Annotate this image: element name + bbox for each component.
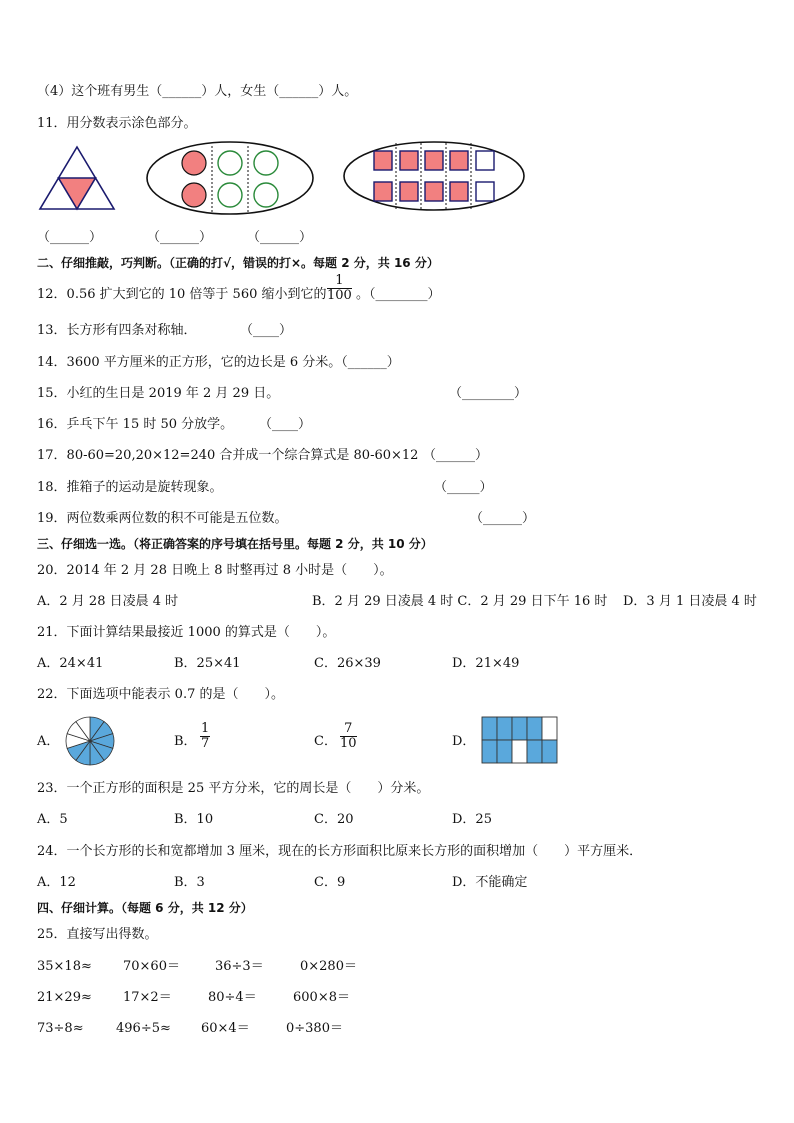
q23-option-b[interactable]: B．10	[174, 812, 214, 827]
calc-r3-c1: 73÷8≈	[37, 1021, 84, 1036]
grid-cell	[497, 740, 512, 763]
q22-c-fraction	[340, 722, 357, 751]
question-18: 18．推箱子的运动是旋转现象。	[37, 480, 223, 495]
q21-option-b[interactable]: B．25×41	[174, 656, 241, 671]
calc-r2-c3: 80÷4＝	[208, 990, 257, 1005]
q21-option-c[interactable]: C．26×39	[314, 656, 381, 671]
question-23: 23．一个正方形的面积是 25 平方分米，它的周长是（ ）分米。	[37, 781, 430, 796]
question-14: 14．3600 平方厘米的正方形，它的边长是 6 分米。（______）	[37, 355, 400, 370]
question-16: 16．乒乓下午 15 时 50 分放学。	[37, 417, 234, 432]
q11-blank-3[interactable]: （______）	[247, 230, 313, 245]
q24-option-a[interactable]: A．12	[37, 875, 76, 890]
question-17: 17．80-60=20,20×12=240 合并成一个综合算式是 80-60×12	[37, 448, 419, 463]
section-3-heading: 三、仔细选一选。（将正确答案的序号填在括号里。每题 2 分，共 10 分）	[37, 537, 433, 551]
calc-r2-c4: 600×8＝	[293, 990, 350, 1005]
q22-b-num: 1	[201, 721, 210, 736]
q24-option-c[interactable]: C．9	[314, 875, 346, 890]
grid-cell	[527, 717, 542, 740]
q23-option-d[interactable]: D．25	[452, 812, 492, 827]
grid-cell	[482, 740, 497, 763]
triangle-figure	[38, 145, 116, 211]
q12-fraction-num: 1	[327, 274, 352, 289]
question-13: 13．长方形有四条对称轴．	[37, 323, 197, 338]
grid-cell	[542, 717, 557, 740]
question-12	[37, 286, 327, 304]
question-25: 25．直接写出得数。	[37, 927, 158, 942]
question-24: 24．一个长方形的长和宽都增加 3 厘米，现在的长方形面积比原来长方形的面积增加（ ）平方厘米．	[37, 844, 643, 859]
section-2-heading: 二、仔细推敲，巧判断。（正确的打√，错误的打×。每题 2 分，共 16 分）	[37, 256, 439, 270]
q19-blank[interactable]: （______）	[470, 511, 536, 526]
q12-text: 12．0.56 扩大到它的 10 倍等于 560 缩小到它的	[37, 287, 327, 302]
q12-fraction-den: 100	[327, 288, 352, 303]
q11-blank-2[interactable]: （______）	[147, 230, 213, 245]
q22-c-num: 7	[340, 722, 357, 737]
q22-c-den: 10	[340, 736, 357, 751]
q22-option-d[interactable]: D．	[452, 734, 476, 749]
q13-blank[interactable]: （____）	[240, 323, 293, 338]
grid-cell	[497, 717, 512, 740]
q23-option-a[interactable]: A．5	[37, 812, 68, 827]
q22-pie-figure	[64, 715, 116, 767]
question-21: 21．下面计算结果最接近 1000 的算式是（ ）。	[37, 625, 336, 640]
q16-blank[interactable]: （____）	[259, 417, 312, 432]
question-22: 22．下面选项中能表示 0.7 的是（ ）。	[37, 687, 284, 702]
calc-r1-c4: 0×280＝	[300, 959, 357, 974]
q11-blank-1[interactable]: （______）	[37, 230, 103, 245]
q12-fraction	[327, 274, 352, 303]
calc-r1-c1: 35×18≈	[37, 959, 92, 974]
calc-r1-c2: 70×60＝	[123, 959, 180, 974]
q12-blank[interactable]: 。（________）	[356, 287, 441, 302]
q22-option-b[interactable]: B．	[174, 734, 197, 749]
q22-b-fraction	[200, 722, 210, 751]
calc-r1-c3: 36÷3＝	[215, 959, 264, 974]
q21-option-a[interactable]: A．24×41	[37, 656, 104, 671]
q24-option-b[interactable]: B．3	[174, 875, 205, 890]
q20-option-d[interactable]: D．3 月 1 日凌晨 4 时	[623, 594, 757, 609]
section-4-heading: 四、仔细计算。（每题 6 分，共 12 分）	[37, 901, 253, 915]
q15-blank[interactable]: （________）	[449, 386, 528, 401]
grid-cell	[512, 717, 527, 740]
q24-option-d[interactable]: D．不能确定	[452, 875, 528, 890]
q22-option-a[interactable]: A．	[37, 734, 60, 749]
q23-option-c[interactable]: C．20	[314, 812, 354, 827]
q21-option-d[interactable]: D．21×49	[452, 656, 520, 671]
ellipse-circles-figure	[145, 140, 315, 218]
q22-b-den: 7	[201, 736, 210, 751]
q17-blank[interactable]: （______）	[423, 448, 489, 463]
q22-grid-figure	[481, 716, 559, 764]
grid-cell	[542, 740, 557, 763]
question-15: 15．小红的生日是 2019 年 2 月 29 日。	[37, 386, 280, 401]
calc-r2-c1: 21×29≈	[37, 990, 92, 1005]
grid-cell	[482, 717, 497, 740]
grid-cell	[512, 740, 527, 763]
q22-option-c[interactable]: C．	[314, 734, 337, 749]
calc-r2-c2: 17×2＝	[123, 990, 172, 1005]
q20-option-bc[interactable]: B．2 月 29 日凌晨 4 时 C．2 月 29 日下午 16 时	[312, 594, 608, 609]
calc-r3-c4: 0÷380＝	[286, 1021, 343, 1036]
ellipse-squares-figure	[342, 140, 526, 214]
calc-r3-c2: 496÷5≈	[116, 1021, 171, 1036]
question-19: 19．两位数乘两位数的积不可能是五位数。	[37, 511, 288, 526]
calc-r3-c3: 60×4＝	[201, 1021, 250, 1036]
q18-blank[interactable]: （_____）	[434, 480, 493, 495]
question-20: 20．2014 年 2 月 28 日晚上 8 时整再过 8 小时是（ ）。	[37, 563, 393, 578]
question-gender: （4）这个班有男生（______）人，女生（______）人。	[37, 84, 358, 99]
grid-cell	[527, 740, 542, 763]
q20-option-a[interactable]: A．2 月 28 日凌晨 4 时	[37, 594, 179, 609]
question-11-title: 11．用分数表示涂色部分。	[37, 116, 197, 131]
